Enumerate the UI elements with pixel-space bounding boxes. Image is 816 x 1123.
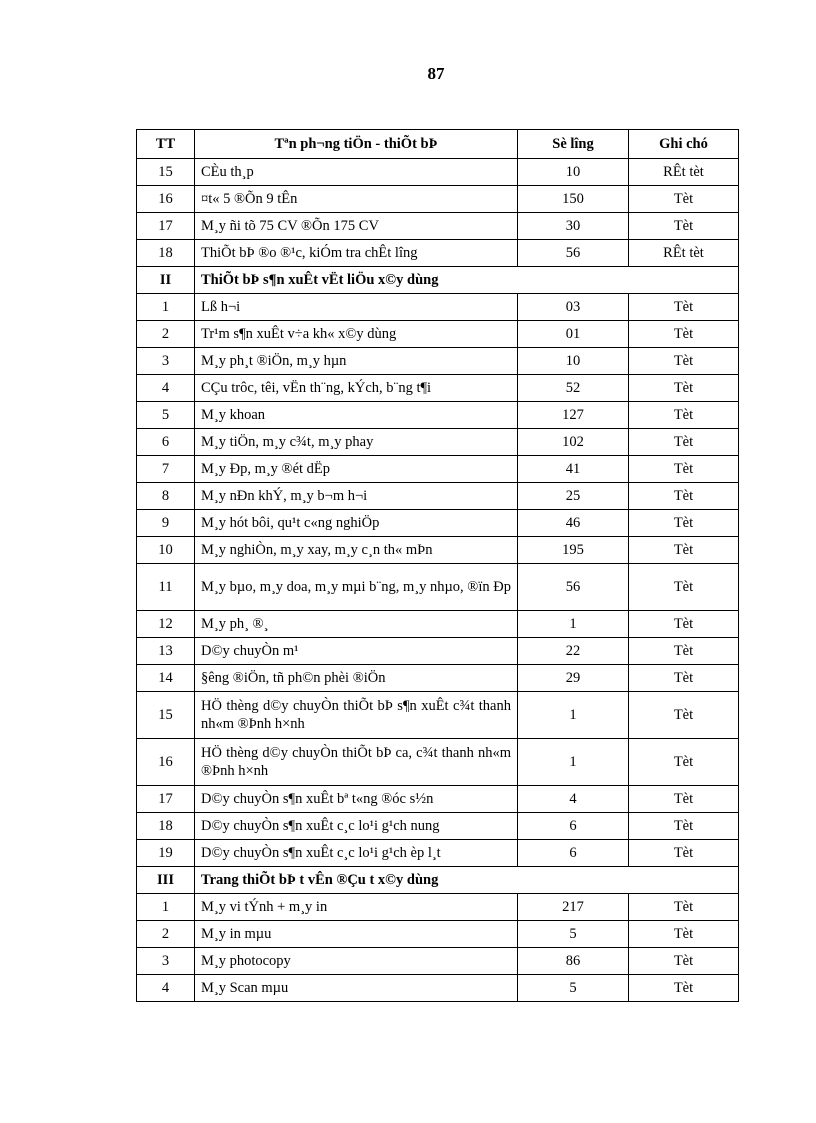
table-row bbox=[137, 894, 739, 921]
cell-name: D©y chuyÒn s¶n xuÊt c¸c lo¹i g¹ch nung bbox=[195, 813, 518, 840]
cell-qty: 127 bbox=[518, 402, 629, 429]
section-row bbox=[137, 867, 739, 894]
header-tt: TT bbox=[137, 130, 195, 159]
cell-tt: 14 bbox=[137, 665, 195, 692]
table-section3-header bbox=[137, 867, 739, 894]
section-number: III bbox=[137, 867, 195, 894]
table-row bbox=[137, 665, 739, 692]
table-row bbox=[137, 921, 739, 948]
cell-name: M¸y nghiÒn, m¸y xay, m¸y c¸n th« mÞn bbox=[195, 537, 518, 564]
cell-tt: 4 bbox=[137, 975, 195, 1002]
table-row bbox=[137, 813, 739, 840]
cell-note: Tèt bbox=[629, 186, 739, 213]
page-number: 87 bbox=[427, 64, 445, 83]
cell-tt: 1 bbox=[137, 294, 195, 321]
cell-qty: 25 bbox=[518, 483, 629, 510]
cell-note: Tèt bbox=[629, 921, 739, 948]
cell-tt: 10 bbox=[137, 537, 195, 564]
table-header-row bbox=[137, 130, 739, 159]
cell-qty: 5 bbox=[518, 975, 629, 1002]
cell-name: M¸y in mµu bbox=[195, 921, 518, 948]
table-row bbox=[137, 402, 739, 429]
equipment-table bbox=[136, 129, 739, 1002]
cell-tt: 17 bbox=[137, 786, 195, 813]
table-row bbox=[137, 483, 739, 510]
cell-note: Tèt bbox=[629, 948, 739, 975]
table-row bbox=[137, 611, 739, 638]
cell-note: Tèt bbox=[629, 564, 739, 611]
cell-tt: 12 bbox=[137, 611, 195, 638]
cell-note: Tèt bbox=[629, 375, 739, 402]
cell-qty: 217 bbox=[518, 894, 629, 921]
cell-note: Tèt bbox=[629, 638, 739, 665]
cell-name: M¸y Scan mµu bbox=[195, 975, 518, 1002]
cell-tt: 15 bbox=[137, 159, 195, 186]
cell-qty: 1 bbox=[518, 692, 629, 739]
table-row bbox=[137, 948, 739, 975]
table-row bbox=[137, 456, 739, 483]
cell-name: HÖ thèng d©y chuyÒn thiÕt bÞ ca, c¾t thanh nh«m ®Þnh h×nh bbox=[195, 739, 518, 786]
cell-name: §êng ®iÖn, tñ ph©n phèi ®iÖn bbox=[195, 665, 518, 692]
cell-note: Tèt bbox=[629, 840, 739, 867]
cell-tt: 8 bbox=[137, 483, 195, 510]
cell-note: Tèt bbox=[629, 739, 739, 786]
cell-name: ¤t« 5 ®Õn 9 tÊn bbox=[195, 186, 518, 213]
cell-note: Tèt bbox=[629, 510, 739, 537]
cell-name: HÖ thèng d©y chuyÒn thiÕt bÞ s¶n xuÊt c¾t thanh nh«m ®Þnh h×nh bbox=[195, 692, 518, 739]
cell-note: Tèt bbox=[629, 213, 739, 240]
cell-qty: 52 bbox=[518, 375, 629, 402]
cell-qty: 46 bbox=[518, 510, 629, 537]
table-row bbox=[137, 786, 739, 813]
cell-tt: 18 bbox=[137, 240, 195, 267]
table-row bbox=[137, 213, 739, 240]
cell-tt: 11 bbox=[137, 564, 195, 611]
cell-name: D©y chuyÒn s¶n xuÊt c¸c lo¹i g¹ch èp l¸t bbox=[195, 840, 518, 867]
cell-note: Tèt bbox=[629, 483, 739, 510]
section-number: II bbox=[137, 267, 195, 294]
cell-qty: 10 bbox=[518, 348, 629, 375]
cell-tt: 5 bbox=[137, 402, 195, 429]
header-qty: Sè lîng bbox=[518, 130, 629, 159]
section-title: ThiÕt bÞ s¶n xuÊt vËt liÖu x©y dùng bbox=[195, 267, 739, 294]
cell-qty: 6 bbox=[518, 840, 629, 867]
cell-qty: 195 bbox=[518, 537, 629, 564]
cell-tt: 9 bbox=[137, 510, 195, 537]
cell-name: M¸y ñi tõ 75 CV ®Õn 175 CV bbox=[195, 213, 518, 240]
cell-qty: 03 bbox=[518, 294, 629, 321]
cell-tt: 2 bbox=[137, 321, 195, 348]
cell-qty: 56 bbox=[518, 240, 629, 267]
cell-qty: 4 bbox=[518, 786, 629, 813]
table-body-section1 bbox=[137, 159, 739, 267]
cell-tt: 1 bbox=[137, 894, 195, 921]
cell-tt: 6 bbox=[137, 429, 195, 456]
cell-note: Tèt bbox=[629, 321, 739, 348]
table-row bbox=[137, 186, 739, 213]
cell-qty: 5 bbox=[518, 921, 629, 948]
table-row bbox=[137, 240, 739, 267]
table-body-section2 bbox=[137, 294, 739, 867]
header-note: Ghi chó bbox=[629, 130, 739, 159]
cell-name: M¸y ph¸t ®iÖn, m¸y hµn bbox=[195, 348, 518, 375]
cell-tt: 3 bbox=[137, 348, 195, 375]
cell-name: M¸y vi tÝnh + m¸y in bbox=[195, 894, 518, 921]
cell-tt: 2 bbox=[137, 921, 195, 948]
cell-qty: 30 bbox=[518, 213, 629, 240]
cell-qty: 22 bbox=[518, 638, 629, 665]
cell-tt: 13 bbox=[137, 638, 195, 665]
cell-qty: 1 bbox=[518, 611, 629, 638]
cell-tt: 4 bbox=[137, 375, 195, 402]
cell-note: Tèt bbox=[629, 402, 739, 429]
cell-qty: 56 bbox=[518, 564, 629, 611]
section-row bbox=[137, 267, 739, 294]
cell-name: Tr¹m s¶n xuÊt v÷a kh« x©y dùng bbox=[195, 321, 518, 348]
cell-name: M¸y photocopy bbox=[195, 948, 518, 975]
cell-name: CÇu trôc, têi, vËn th¨ng, kÝch, b¨ng t¶i bbox=[195, 375, 518, 402]
table-row bbox=[137, 375, 739, 402]
cell-tt: 16 bbox=[137, 739, 195, 786]
cell-name: Lß h¬i bbox=[195, 294, 518, 321]
cell-note: Tèt bbox=[629, 786, 739, 813]
cell-qty: 86 bbox=[518, 948, 629, 975]
table-row bbox=[137, 429, 739, 456]
cell-tt: 15 bbox=[137, 692, 195, 739]
cell-qty: 150 bbox=[518, 186, 629, 213]
cell-note: Tèt bbox=[629, 692, 739, 739]
cell-tt: 18 bbox=[137, 813, 195, 840]
cell-name: ThiÕt bÞ ®o ®¹c, kiÓm tra chÊt lîng bbox=[195, 240, 518, 267]
table-row bbox=[137, 564, 739, 611]
cell-name: M¸y bµo, m¸y doa, m¸y mµi b¨ng, m¸y nhµo, ®ïn Ðp bbox=[195, 564, 518, 611]
cell-name: M¸y Ðp, m¸y ®ét dËp bbox=[195, 456, 518, 483]
cell-qty: 102 bbox=[518, 429, 629, 456]
section-title: Trang thiÕt bÞ t vÊn ®Çu t x©y dùng bbox=[195, 867, 739, 894]
table-row bbox=[137, 638, 739, 665]
cell-note: Tèt bbox=[629, 537, 739, 564]
cell-name: M¸y ph¸ ®¸ bbox=[195, 611, 518, 638]
cell-qty: 01 bbox=[518, 321, 629, 348]
table-row bbox=[137, 294, 739, 321]
table-row bbox=[137, 692, 739, 739]
cell-tt: 7 bbox=[137, 456, 195, 483]
cell-qty: 10 bbox=[518, 159, 629, 186]
cell-tt: 3 bbox=[137, 948, 195, 975]
table-row bbox=[137, 321, 739, 348]
cell-name: M¸y nÐn khÝ, m¸y b¬m h¬i bbox=[195, 483, 518, 510]
cell-note: Tèt bbox=[629, 348, 739, 375]
cell-qty: 29 bbox=[518, 665, 629, 692]
cell-note: Tèt bbox=[629, 975, 739, 1002]
cell-qty: 41 bbox=[518, 456, 629, 483]
cell-note: RÊt tèt bbox=[629, 159, 739, 186]
table-section2-header bbox=[137, 267, 739, 294]
table-row bbox=[137, 975, 739, 1002]
table-row bbox=[137, 510, 739, 537]
table-row bbox=[137, 739, 739, 786]
table-body-section3 bbox=[137, 894, 739, 1002]
cell-name: M¸y tiÖn, m¸y c¾t, m¸y phay bbox=[195, 429, 518, 456]
cell-note: Tèt bbox=[629, 813, 739, 840]
cell-qty: 6 bbox=[518, 813, 629, 840]
cell-name: M¸y hót bôi, qu¹t c«ng nghiÖp bbox=[195, 510, 518, 537]
cell-note: Tèt bbox=[629, 456, 739, 483]
cell-name: CÈu th¸p bbox=[195, 159, 518, 186]
cell-name: D©y chuyÒn m¹ bbox=[195, 638, 518, 665]
cell-tt: 19 bbox=[137, 840, 195, 867]
table-row bbox=[137, 159, 739, 186]
cell-qty: 1 bbox=[518, 739, 629, 786]
cell-note: RÊt tèt bbox=[629, 240, 739, 267]
cell-name: D©y chuyÒn s¶n xuÊt bª t«ng ®óc s½n bbox=[195, 786, 518, 813]
table-row bbox=[137, 348, 739, 375]
table-row bbox=[137, 840, 739, 867]
cell-note: Tèt bbox=[629, 429, 739, 456]
cell-tt: 16 bbox=[137, 186, 195, 213]
cell-tt: 17 bbox=[137, 213, 195, 240]
cell-name: M¸y khoan bbox=[195, 402, 518, 429]
cell-note: Tèt bbox=[629, 665, 739, 692]
header-name: Tªn ph¬ng tiÖn - thiÕt bÞ bbox=[195, 130, 518, 159]
cell-note: Tèt bbox=[629, 894, 739, 921]
table-row bbox=[137, 537, 739, 564]
cell-note: Tèt bbox=[629, 294, 739, 321]
cell-note: Tèt bbox=[629, 611, 739, 638]
